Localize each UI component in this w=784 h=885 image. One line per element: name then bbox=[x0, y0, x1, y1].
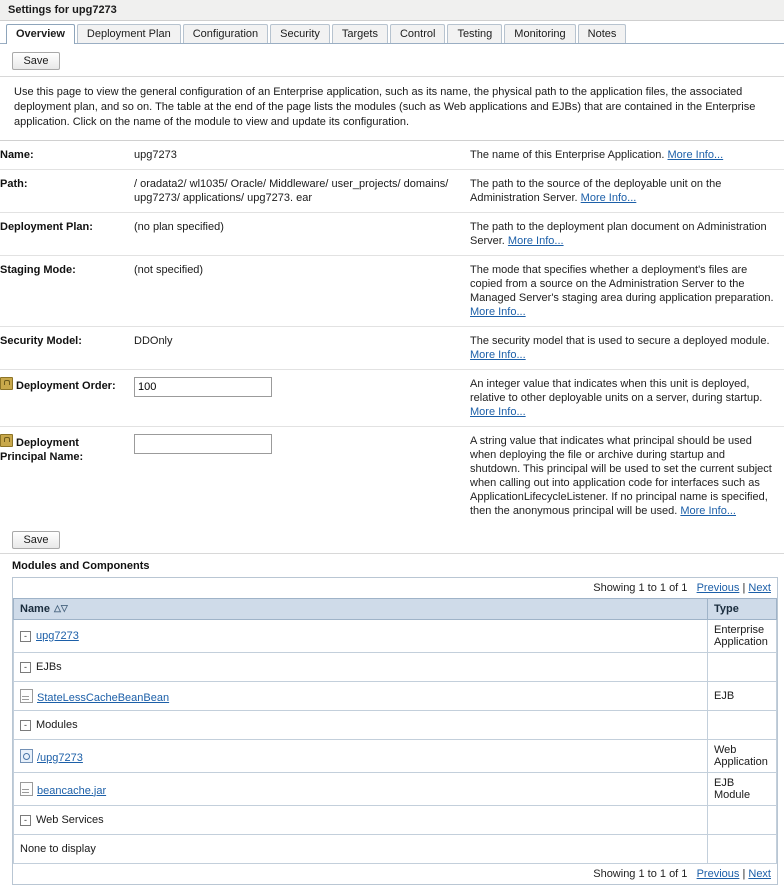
lock-icon bbox=[0, 434, 13, 447]
property-row bbox=[0, 213, 784, 256]
property-label-cell bbox=[0, 256, 134, 327]
property-label: Deployment Plan: bbox=[0, 221, 93, 233]
module-name-cell bbox=[14, 711, 708, 740]
tab-testing[interactable]: Testing bbox=[447, 24, 502, 43]
module-label: Modules bbox=[36, 719, 78, 731]
property-row bbox=[0, 427, 784, 526]
module-type-cell bbox=[708, 653, 777, 682]
property-description-cell bbox=[470, 327, 784, 370]
property-value-cell bbox=[134, 170, 470, 213]
module-type-cell: EJB bbox=[708, 682, 777, 711]
property-input-deployment-order[interactable] bbox=[134, 377, 272, 397]
lock-icon bbox=[0, 377, 13, 390]
web-app-icon bbox=[20, 749, 33, 763]
pager-top bbox=[13, 578, 777, 598]
properties-table bbox=[0, 140, 784, 525]
module-link[interactable]: beancache.jar bbox=[37, 784, 107, 797]
modules-panel bbox=[12, 577, 778, 885]
pager-bottom-divider: | bbox=[742, 868, 746, 880]
property-row bbox=[0, 370, 784, 427]
property-description-cell bbox=[470, 213, 784, 256]
property-description: The name of this Enterprise Application. bbox=[470, 149, 665, 161]
pager-top-previous[interactable]: Previous bbox=[696, 582, 740, 594]
property-label: Deployment Principal Name: bbox=[0, 437, 84, 463]
property-label-cell bbox=[0, 213, 134, 256]
modules-section-title: Modules and Components bbox=[12, 560, 150, 572]
property-input-deployment-principal-name[interactable] bbox=[134, 434, 272, 454]
page-title: Settings for upg7273 bbox=[8, 4, 117, 16]
intro-text: Use this page to view the general configuration of an Enterprise application, such as its name, the physical path to the application files, the associated deployment plan, and so on. The table at the end of the page lists the modules (such as Web applications and EJBs) that are contained in the Enterprise application. Click on the name of the module to view and update its configuration. bbox=[14, 86, 756, 128]
property-value-cell bbox=[134, 256, 470, 327]
jar-file-icon bbox=[20, 689, 33, 703]
more-info-link[interactable]: More Info... bbox=[470, 406, 526, 418]
property-description: The path to the source of the deployable unit on the Administration Server. bbox=[470, 178, 722, 204]
module-type-cell: Enterprise Application bbox=[708, 620, 777, 653]
module-type-cell: EJB Module bbox=[708, 773, 777, 806]
table-row bbox=[14, 711, 777, 740]
pager-top-divider: | bbox=[742, 582, 746, 594]
module-name-cell bbox=[14, 806, 708, 835]
column-header-name[interactable] bbox=[14, 599, 708, 620]
property-value: DDOnly bbox=[134, 335, 173, 347]
pager-top-next[interactable]: Next bbox=[748, 582, 771, 594]
pager-bottom-next[interactable]: Next bbox=[748, 868, 771, 880]
tab-deployment-plan[interactable]: Deployment Plan bbox=[77, 24, 181, 43]
pager-bottom-showing: Showing 1 to 1 of 1 bbox=[593, 868, 688, 880]
module-type-cell bbox=[708, 711, 777, 740]
module-label: None to display bbox=[20, 843, 96, 855]
property-label-cell bbox=[0, 427, 134, 526]
module-label: Web Services bbox=[36, 814, 104, 826]
more-info-link[interactable]: More Info... bbox=[680, 505, 736, 517]
property-value: upg7273 bbox=[134, 149, 177, 161]
modules-header-row bbox=[14, 599, 777, 620]
more-info-link[interactable]: More Info... bbox=[470, 349, 526, 361]
save-button-bottom[interactable]: Save bbox=[12, 531, 60, 549]
table-row bbox=[14, 740, 777, 773]
property-description-cell bbox=[470, 370, 784, 427]
module-name-cell bbox=[14, 620, 708, 653]
property-row bbox=[0, 256, 784, 327]
table-row bbox=[14, 682, 777, 711]
collapse-toggle-icon[interactable]: - bbox=[20, 662, 31, 673]
property-description-cell bbox=[470, 256, 784, 327]
property-description-cell bbox=[470, 170, 784, 213]
module-link[interactable]: StateLessCacheBeanBean bbox=[37, 691, 170, 704]
column-header-name-label: Name bbox=[20, 603, 50, 615]
jar-file-icon bbox=[20, 782, 33, 796]
property-label: Staging Mode: bbox=[0, 264, 76, 276]
more-info-link[interactable]: More Info... bbox=[507, 235, 564, 247]
column-header-type[interactable]: Type bbox=[708, 599, 777, 620]
sort-asc-icon[interactable]: △▽ bbox=[53, 603, 68, 613]
property-description: The mode that specifies whether a deployment's files are copied from a source on the Administration Server to the Managed Server's staging area during application preparation. bbox=[470, 264, 774, 304]
save-button-row-bottom bbox=[0, 525, 784, 553]
tab-targets[interactable]: Targets bbox=[332, 24, 388, 43]
tab-security[interactable]: Security bbox=[270, 24, 330, 43]
modules-table bbox=[13, 598, 777, 864]
more-info-link[interactable]: More Info... bbox=[470, 306, 526, 318]
module-label: EJBs bbox=[36, 661, 62, 673]
property-label-cell bbox=[0, 370, 134, 427]
collapse-toggle-icon[interactable]: - bbox=[20, 720, 31, 731]
property-label-cell bbox=[0, 170, 134, 213]
table-row bbox=[14, 806, 777, 835]
table-row bbox=[14, 653, 777, 682]
property-value-cell bbox=[134, 427, 470, 526]
table-row bbox=[14, 773, 777, 806]
pager-bottom-previous[interactable]: Previous bbox=[696, 868, 740, 880]
property-label: Path: bbox=[0, 178, 28, 190]
tab-overview[interactable]: Overview bbox=[6, 24, 75, 44]
property-description: A string value that indicates what principal should be used when deploying the file or archive during startup and shutdown. This principal will be used to set the current subject when calling out into application code for interfaces such as ApplicationLifecycleListener. If no principal name is specified, then the anonymous principal will be used. bbox=[470, 435, 772, 517]
module-name-cell bbox=[14, 740, 708, 773]
save-button-top[interactable]: Save bbox=[12, 52, 60, 70]
pager-top-showing: Showing 1 to 1 of 1 bbox=[593, 582, 688, 594]
collapse-toggle-icon[interactable]: - bbox=[20, 815, 31, 826]
collapse-toggle-icon[interactable]: - bbox=[20, 631, 31, 642]
property-label: Security Model: bbox=[0, 335, 82, 347]
table-row bbox=[14, 620, 777, 653]
property-label-cell bbox=[0, 327, 134, 370]
property-label-cell bbox=[0, 141, 134, 170]
module-name-cell bbox=[14, 835, 708, 864]
property-value-cell bbox=[134, 141, 470, 170]
property-value-cell bbox=[134, 370, 470, 427]
property-value: (no plan specified) bbox=[134, 221, 224, 233]
more-info-link[interactable]: More Info... bbox=[667, 149, 724, 161]
module-link[interactable]: upg7273 bbox=[36, 630, 79, 642]
property-description: An integer value that indicates when this unit is deployed, relative to other deployable units on a server, during startup. bbox=[470, 378, 763, 404]
property-row bbox=[0, 170, 784, 213]
property-value: (not specified) bbox=[134, 264, 204, 276]
module-name-cell bbox=[14, 653, 708, 682]
property-row bbox=[0, 327, 784, 370]
property-label: Deployment Order: bbox=[16, 380, 116, 392]
property-description: The path to the deployment plan document on Administration Server. bbox=[470, 221, 767, 247]
tab-configuration[interactable]: Configuration bbox=[183, 24, 268, 43]
tab-control[interactable]: Control bbox=[390, 24, 445, 43]
property-value: / oradata2/ wl1035/ Oracle/ Middleware/ user_projects/ domains/ upg7273/ applications/ upg7273. ear bbox=[134, 178, 449, 204]
property-value-cell bbox=[134, 327, 470, 370]
tab-monitoring[interactable]: Monitoring bbox=[504, 24, 575, 43]
property-description-cell bbox=[470, 141, 784, 170]
property-description-cell bbox=[470, 427, 784, 526]
property-description: The security model that is used to secure a deployed module. bbox=[470, 335, 770, 347]
module-name-cell bbox=[14, 773, 708, 806]
module-type-cell bbox=[708, 806, 777, 835]
save-button-row-top bbox=[0, 44, 784, 76]
table-row bbox=[14, 835, 777, 864]
pager-bottom bbox=[13, 864, 777, 884]
property-value-cell bbox=[134, 213, 470, 256]
tab-notes[interactable]: Notes bbox=[578, 24, 627, 43]
more-info-link[interactable]: More Info... bbox=[580, 192, 637, 204]
property-row bbox=[0, 141, 784, 170]
module-type-cell bbox=[708, 835, 777, 864]
tab-bar bbox=[0, 21, 784, 44]
property-label: Name: bbox=[0, 149, 34, 161]
module-type-cell: Web Application bbox=[708, 740, 777, 773]
module-link[interactable]: /upg7273 bbox=[37, 751, 83, 764]
window-titlebar bbox=[0, 0, 784, 21]
module-name-cell bbox=[14, 682, 708, 711]
